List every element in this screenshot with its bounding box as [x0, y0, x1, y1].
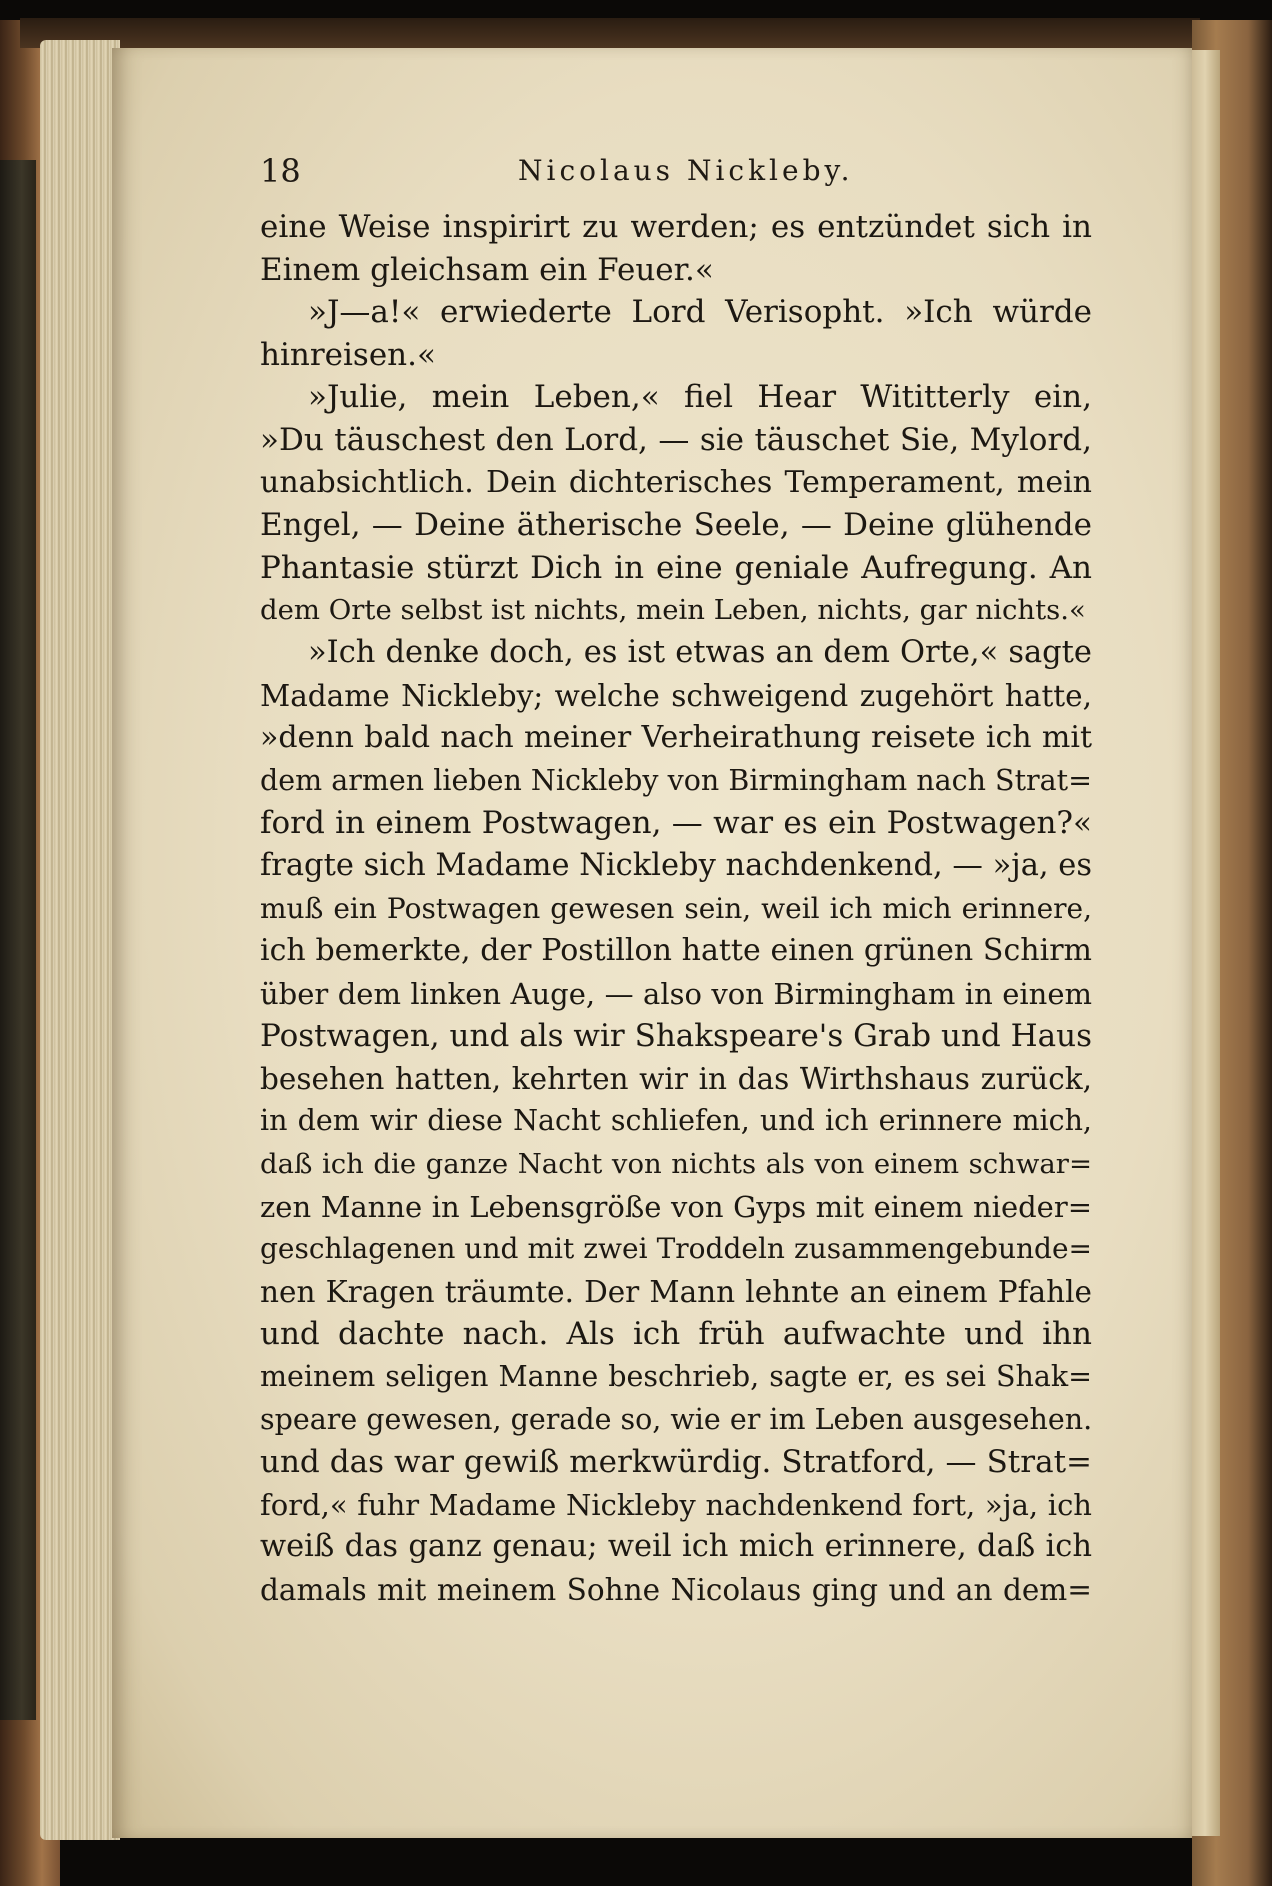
text-line: »denn bald nach meiner Verheirathung reisete ich mit — [260, 720, 1092, 756]
text-line: in dem wir diese Nacht schliefen, und ich erinnere mich, — [260, 1104, 1092, 1138]
text-line: muß ein Postwagen gewesen sein, weil ich mich erinnere, — [260, 891, 1092, 925]
text-line: Postwagen, und als wir Shakspeare's Grab und Haus — [260, 1018, 1092, 1055]
book-spine-binding — [0, 160, 36, 1720]
text-line: ich bemerkte, der Postillon hatte einen grünen Schirm — [260, 933, 1092, 969]
text-line: damals mit meinem Sohne Nicolaus ging und an dem= — [260, 1573, 1092, 1607]
text-line: »Du täuschest den Lord, — sie täuschet Sie, Mylord, — [260, 421, 1092, 458]
text-line: dem armen lieben Nickleby von Birmingham nach Strat= — [260, 763, 1092, 797]
text-line: dem Orte selbst ist nichts, mein Leben, nichts, gar nichts.« — [260, 594, 1086, 627]
text-line: geschlagenen und mit zwei Troddeln zusammengebunde= — [260, 1232, 1092, 1266]
text-line: und dachte nach. Als ich früh aufwachte und ihn — [260, 1316, 1092, 1353]
text-line: meinem seligen Manne beschrieb, sagte er, es sei Shak= — [260, 1360, 1092, 1394]
text-line: nen Kragen träumte. Der Mann lehnte an einem Pfahle — [260, 1274, 1092, 1309]
text-line: fragte sich Madame Nickleby nachdenkend, — »ja, es — [260, 847, 1092, 883]
text-line: »J—a!« erwiederte Lord Verisopht. »Ich würde — [308, 294, 1092, 331]
next-page-edge — [1190, 50, 1220, 1836]
text-line: weiß das ganz genau; weil ich mich erinnere, daß ich — [260, 1529, 1092, 1565]
text-line: und das war gewiß merkwürdig. Stratford, — Strat= — [260, 1444, 1092, 1481]
text-line: Einem gleichsam ein Feuer.« — [260, 251, 714, 288]
text-line: Phantasie stürzt Dich in eine geniale Aufregung. An — [260, 549, 1092, 586]
text-line: »Julie, mein Leben,« fiel Hear Wititterly ein, — [308, 379, 1092, 416]
text-line: eine Weise inspirirt zu werden; es entzündet sich in — [260, 209, 1092, 245]
page-header — [260, 152, 1100, 196]
text-line: Madame Nickleby; welche schweigend zugehört hatte, — [260, 678, 1092, 713]
book-cover-top — [20, 18, 1200, 48]
text-line: zen Manne in Lebensgröße von Gyps mit einem nieder= — [260, 1189, 1092, 1224]
body-text — [260, 206, 1092, 1612]
text-line: über dem linken Auge, — also von Birmingham in einem — [260, 976, 1092, 1011]
text-line: speare gewesen, gerade so, wie er im Leben ausgesehen. — [260, 1402, 1092, 1436]
text-line: »Ich denke doch, es ist etwas an dem Orte,« sagte — [308, 634, 1092, 670]
text-line: ford,« fuhr Madame Nickleby nachdenkend fort, »ja, ich — [260, 1487, 1092, 1522]
text-line: hinreisen.« — [260, 336, 436, 373]
page-number: 18 — [260, 152, 301, 190]
text-line: daß ich die ganze Nacht von nichts als von einem schwar= — [260, 1148, 1092, 1181]
text-line: ford in einem Postwagen, — war es ein Postwagen?« — [260, 805, 1092, 842]
page-stack-edge — [40, 40, 120, 1840]
running-title: Nicolaus Nickleby. — [518, 154, 854, 187]
text-line: unabsichtlich. Dein dichterisches Temperament, mein — [260, 464, 1092, 500]
text-line: besehen hatten, kehrten wir in das Wirthshaus zurück, — [260, 1061, 1092, 1096]
text-line: Engel, — Deine ätherische Seele, — Deine glühende — [260, 507, 1092, 544]
